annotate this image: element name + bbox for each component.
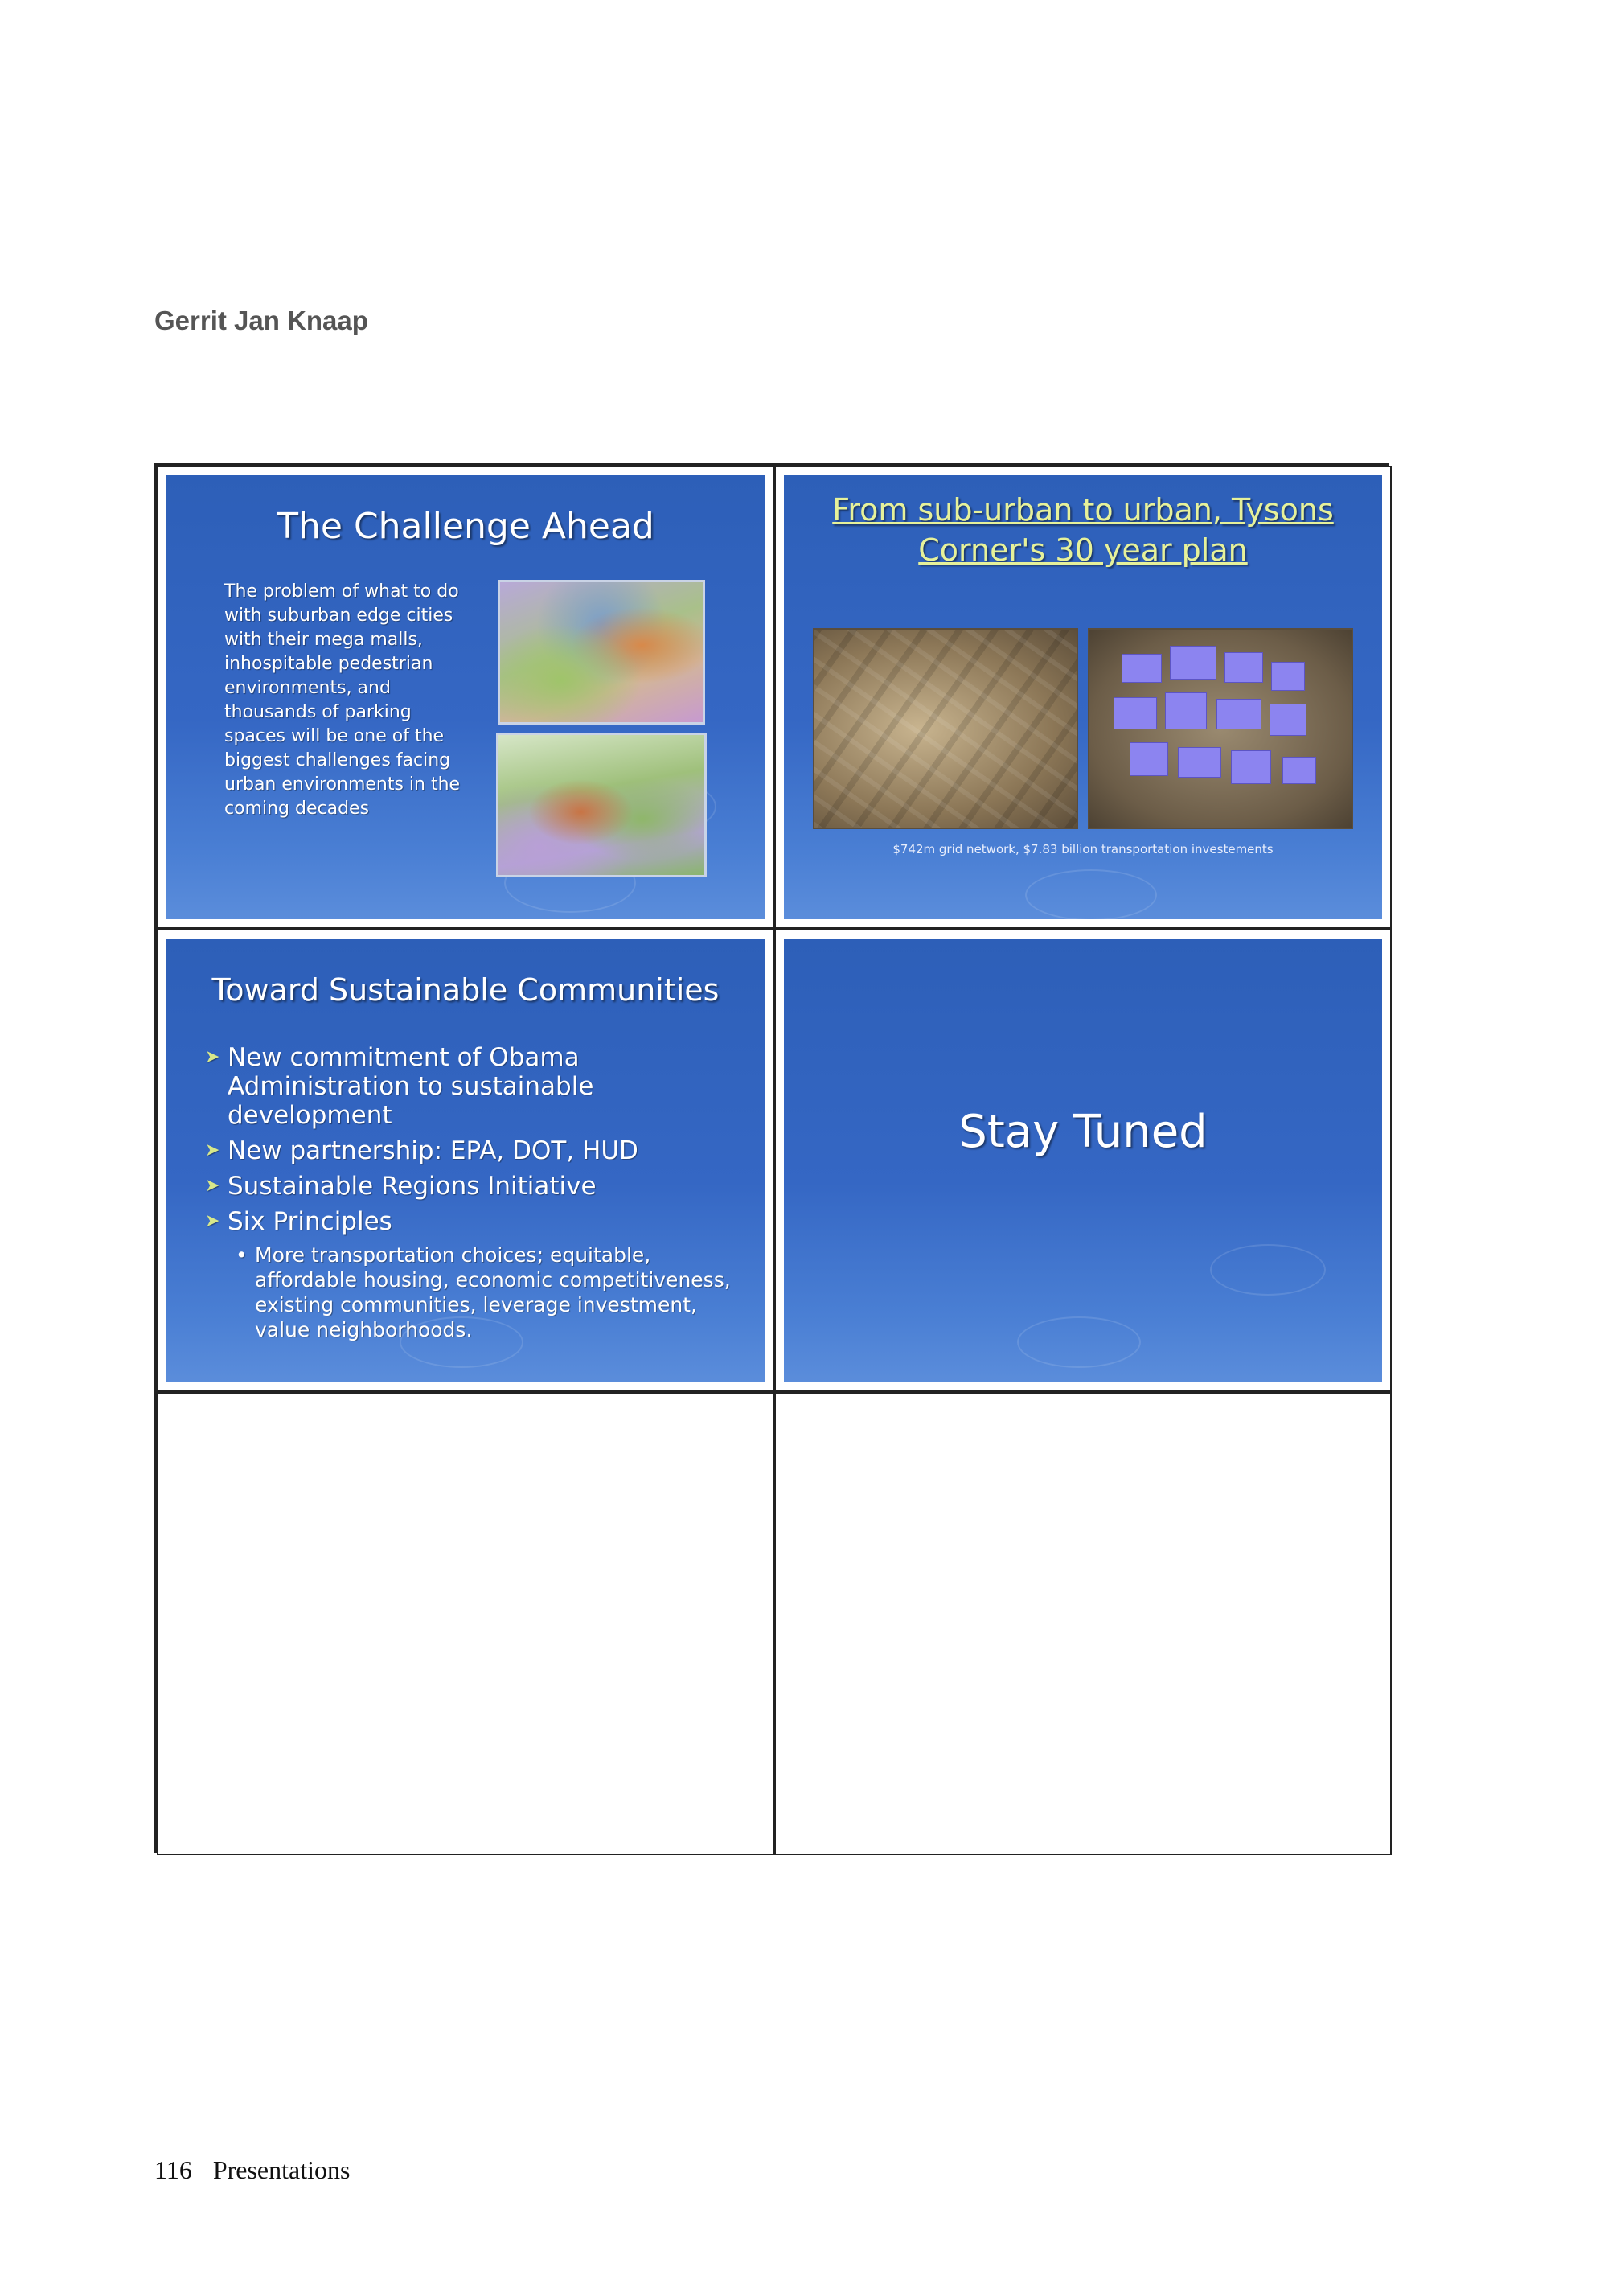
- bullet-text: Sustainable Regions Initiative: [228, 1172, 597, 1201]
- ripple-decoration: [1017, 1316, 1141, 1368]
- slide-title: Toward Sustainable Communities: [211, 972, 720, 1008]
- slide-title: The Challenge Ahead: [277, 506, 654, 547]
- section-name: Presentations: [212, 2155, 351, 2184]
- slide-cell-1: [157, 466, 774, 929]
- architectural-rendering-image: [498, 580, 705, 725]
- page-footer: [154, 2155, 350, 2185]
- arrow-bullet-icon: ➤: [205, 1211, 220, 1231]
- empty-slide-cell: [157, 1392, 774, 1855]
- slide-title-line: From sub-urban to urban, Tysons: [832, 492, 1334, 528]
- slide-title: Stay Tuned: [958, 1106, 1208, 1158]
- architectural-rendering-image: [496, 733, 707, 877]
- slide-title-line: Corner's 30 year plan: [918, 532, 1248, 568]
- slide-grid: [154, 463, 1389, 1853]
- building-block: [1170, 646, 1216, 680]
- building-block: [1122, 654, 1162, 683]
- slide-body-text: The problem of what to do with suburban edge cities with their mega malls, inhospitable pedestrian environments, and thousands of parking spaces will be one of the biggest challenges facing urban environments in the coming decades: [224, 581, 461, 819]
- bullet-text: Six Principles: [228, 1207, 392, 1236]
- slide-tysons-corner: [784, 475, 1382, 919]
- empty-slide-cell: [774, 1392, 1392, 1855]
- bullet-item: [205, 1043, 752, 1130]
- sub-bullet-text: More transportation choices; equitable, affordable housing, economic competitiveness, existing communities, leverage investment, value neighborhoods.: [255, 1243, 731, 1341]
- aerial-existing-image: [813, 628, 1078, 829]
- building-block: [1271, 662, 1305, 691]
- slide-caption: $742m grid network, $7.83 billion transportation investements: [892, 842, 1274, 856]
- slide-cell-4: [774, 929, 1392, 1392]
- slide-challenge-ahead: [166, 475, 765, 919]
- ripple-decoration: [1210, 1244, 1326, 1296]
- dot-bullet-icon: •: [236, 1243, 248, 1267]
- page-number: 116: [154, 2155, 192, 2184]
- bullet-list: [205, 1043, 752, 1342]
- building-block: [1165, 692, 1207, 729]
- slide-cell-2: [774, 466, 1392, 929]
- ripple-decoration: [1025, 869, 1157, 919]
- building-block: [1114, 697, 1157, 729]
- building-block: [1224, 652, 1263, 683]
- building-block: [1282, 757, 1316, 784]
- arrow-bullet-icon: ➤: [205, 1176, 220, 1196]
- bullet-text: New partnership: EPA, DOT, HUD: [228, 1136, 638, 1165]
- building-block: [1178, 747, 1221, 778]
- aerial-plan-image: [1088, 628, 1353, 829]
- arrow-bullet-icon: ➤: [205, 1140, 220, 1160]
- slide-stay-tuned: [784, 939, 1382, 1382]
- slide-sustainable-communities: [166, 939, 765, 1382]
- bullet-item: [205, 1207, 752, 1236]
- slide-cell-3: [157, 929, 774, 1392]
- bullet-text: New commitment of Obama Administration to sustainable development: [228, 1043, 594, 1130]
- arrow-bullet-icon: ➤: [205, 1047, 220, 1067]
- sub-bullet-item: [205, 1242, 752, 1342]
- author-name: Gerrit Jan Knaap: [154, 306, 368, 335]
- building-block: [1231, 750, 1271, 784]
- bullet-item: [205, 1136, 752, 1165]
- bullet-item: [205, 1172, 752, 1201]
- building-block: [1130, 742, 1168, 776]
- building-block: [1216, 699, 1261, 729]
- building-block: [1270, 704, 1306, 736]
- slide-title: [784, 490, 1382, 570]
